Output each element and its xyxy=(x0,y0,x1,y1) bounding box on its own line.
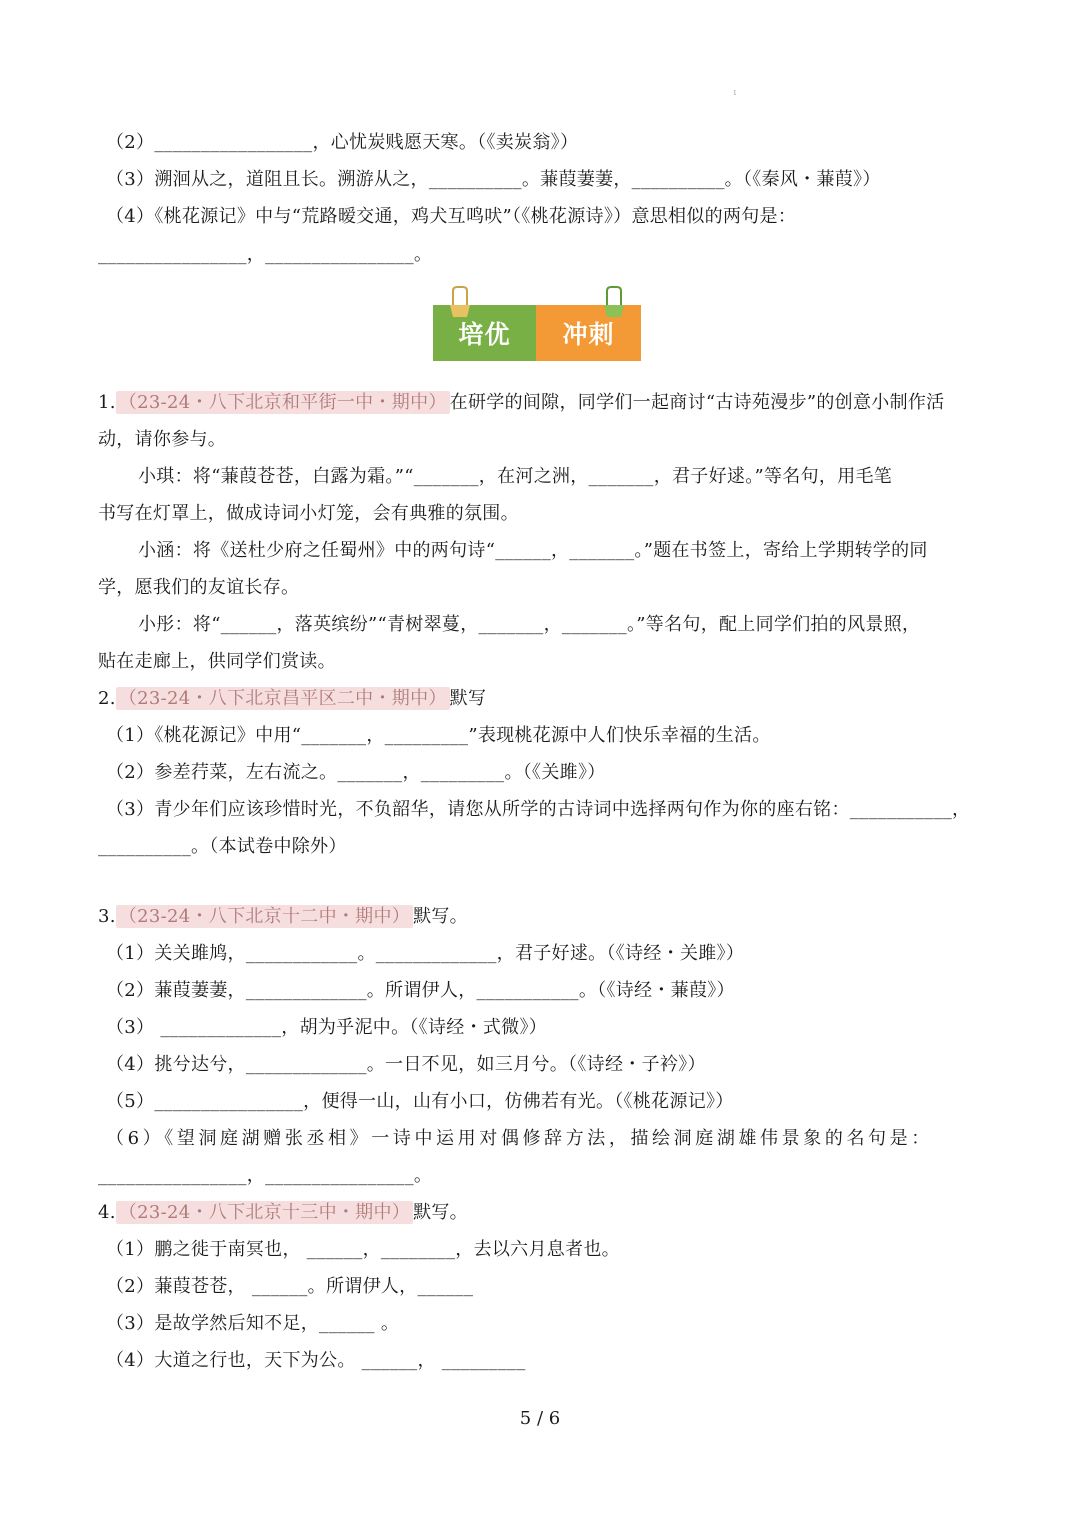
line-text: 默写。 xyxy=(413,906,468,927)
line-text: 学，愿我们的友谊长存。 xyxy=(98,577,300,598)
line-text: （5）________________，便得一山，山有小口，仿佛若有光。（《桃花源记》） xyxy=(106,1091,734,1112)
question-header-line xyxy=(98,905,468,929)
text-line xyxy=(106,1312,399,1336)
text-line xyxy=(106,724,771,748)
text-line xyxy=(98,502,519,526)
text-line xyxy=(106,205,796,229)
text-line xyxy=(98,243,432,267)
line-text: （3）是故学然后知不足，______ 。 xyxy=(106,1313,400,1334)
text-line xyxy=(106,1275,473,1299)
source-tag: （23-24・八下北京和平街一中・期中） xyxy=(116,391,450,414)
line-text: （2）_________________，心忧炭贱愿天寒。（《卖炭翁》） xyxy=(106,132,579,153)
line-text: ________________，________________。 xyxy=(98,1165,433,1186)
line-text: 书写在灯罩上，做成诗词小灯笼，会有典雅的氛围。 xyxy=(98,503,519,524)
text-line xyxy=(106,979,735,1003)
text-line xyxy=(106,1238,620,1262)
text-line xyxy=(138,613,920,637)
line-text: （3）青少年们应该珍惜时光，不负韶华，请您从所学的古诗词中选择两句作为你的座右铭：___________， xyxy=(106,799,971,820)
line-text: （2）蒹葭苍苍， ______。所谓伊人，______ xyxy=(106,1276,474,1297)
source-tag: （23-24・八下北京十二中・期中） xyxy=(116,905,413,928)
binder-clip-icon xyxy=(447,285,473,319)
line-text: 贴在走廊上，供同学们赏读。 xyxy=(98,651,336,672)
source-tag: （23-24・八下北京昌平区二中・期中） xyxy=(116,687,450,710)
text-line xyxy=(106,1127,933,1151)
line-text: 默写。 xyxy=(413,1202,468,1223)
line-text: 动，请你参与。 xyxy=(98,429,227,450)
text-line xyxy=(138,539,928,563)
line-text: 在研学的间隙，同学们一起商讨“古诗苑漫步”的创意小制作活 xyxy=(449,392,945,413)
text-line xyxy=(106,942,744,966)
line-text: （4）挑兮达兮，_____________。一日不见，如三月兮。（《诗经・子衿》） xyxy=(106,1054,706,1075)
question-number: 2. xyxy=(98,688,116,709)
line-text: （3）溯洄从之，道阻且长。溯游从之，__________。蒹葭萋萋，__________。（《秦风・蒹葭》） xyxy=(106,169,881,190)
binder-clip-icon xyxy=(601,285,627,319)
text-line xyxy=(138,465,892,489)
line-text: （2）参差荇菜，左右流之。_______，_________。（《关雎》） xyxy=(106,762,606,783)
line-text: 默写 xyxy=(449,688,487,709)
line-text: 小琪：将“蒹葭苍苍，白露为霜。”“_______，在河之洲，_______，君子好逑。”等名句，用毛笔 xyxy=(138,466,893,487)
question-header-line xyxy=(98,391,944,415)
line-text: 小涵：将《送杜少府之任蜀州》中的两句诗“______，_______。”题在书签上，寄给上学期转学的同 xyxy=(138,540,928,561)
text-line xyxy=(106,798,970,822)
line-text: （4）《桃花源记》中与“荒路暧交通，鸡犬互鸣吠”（《桃花源诗》）意思相似的两句是： xyxy=(106,206,797,227)
text-line xyxy=(106,1016,547,1040)
header-mark: 1 xyxy=(733,90,737,97)
text-line xyxy=(98,835,347,859)
question-number: 3. xyxy=(98,906,116,927)
text-line xyxy=(106,761,606,785)
line-text: （1）《桃花源记》中用“_______，_________”表现桃花源中人们快乐幸福的生活。 xyxy=(106,725,771,746)
text-line xyxy=(98,428,226,452)
text-line xyxy=(106,1090,734,1114)
text-line xyxy=(106,131,578,155)
line-text: （1）关关雎鸠，____________。_____________，君子好逑。（《诗经・关雎》） xyxy=(106,943,745,964)
text-line xyxy=(98,650,336,674)
banner-right-label: 冲刺 xyxy=(536,305,641,361)
question-header-line xyxy=(98,687,486,711)
line-text: 小彤：将“______，落英缤纷”“青树翠蔓，_______，_______。”等名句，配上同学们拍的风景照， xyxy=(138,614,921,635)
line-text: （6）《望洞庭湖赠张丞相》一诗中运用对偶修辞方法，描绘洞庭湖雄伟景象的名句是： xyxy=(106,1128,933,1149)
line-text: （4）大道之行也，天下为公。 ______， _________ xyxy=(106,1350,526,1371)
text-line xyxy=(106,1349,526,1373)
line-text: __________。（本试卷中除外） xyxy=(98,836,347,857)
text-line xyxy=(98,576,299,600)
text-line xyxy=(98,1164,432,1188)
page-number: 5 / 6 xyxy=(519,1408,561,1429)
question-number: 1. xyxy=(98,392,116,413)
section-banner xyxy=(433,305,641,361)
banner-left-label: 培优 xyxy=(433,305,536,361)
line-text: （1）鹏之徙于南冥也， ______，________，去以六月息者也。 xyxy=(106,1239,620,1260)
line-text: （3） _____________，胡为乎泥中。（《诗经・式微》） xyxy=(106,1017,548,1038)
text-line xyxy=(106,168,881,192)
text-line xyxy=(106,1053,706,1077)
line-text: （2）蒹葭萋萋，_____________。所谓伊人，___________。（《诗经・蒹葭》） xyxy=(106,980,735,1001)
question-header-line xyxy=(98,1201,468,1225)
line-text: ________________，________________。 xyxy=(98,244,433,265)
source-tag: （23-24・八下北京十三中・期中） xyxy=(116,1201,413,1224)
question-number: 4. xyxy=(98,1202,116,1223)
